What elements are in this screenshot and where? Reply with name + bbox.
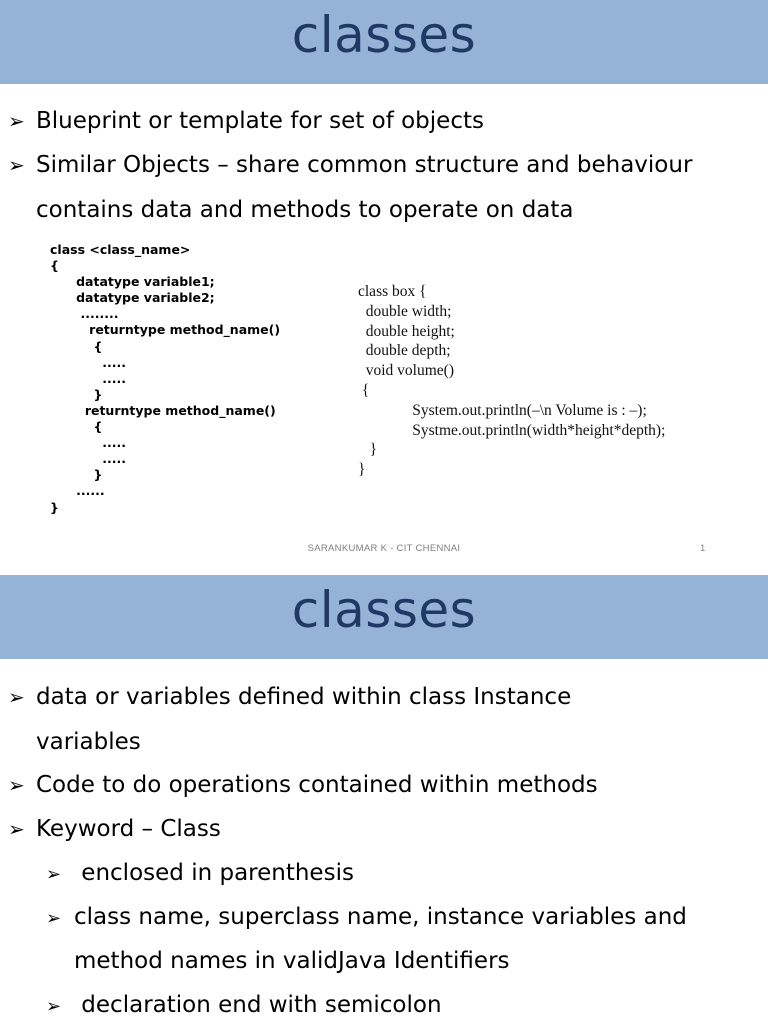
sub-bullet-text: declaration end with semicolon: [74, 992, 442, 1018]
bullet-item: [8, 149, 692, 181]
arrowhead-sub-bullet-icon: ➢: [46, 908, 62, 929]
bullet-item: [8, 681, 571, 713]
arrowhead-bullet-icon: ➢: [8, 817, 25, 841]
footer-author: SARANKUMAR K - CIT CHENNAI: [307, 543, 461, 554]
slide-2: [0, 575, 768, 1024]
bullet-continuation: contains data and methods to operate on data: [36, 197, 574, 223]
arrowhead-bullet-icon: ➢: [8, 109, 25, 133]
code-example-image: [358, 282, 738, 482]
bullet-text: Code to do operations contained within methods: [36, 772, 598, 798]
sub-bullet-item: [46, 989, 442, 1023]
bullet-text: Similar Objects – share common structure and behaviour: [36, 152, 693, 178]
slide-title: classes: [291, 581, 477, 639]
title-bar: [0, 575, 768, 659]
code-syntax-text: class <class_name> { datatype variable1; datatype variable2; ........ returntype method_name() { ..... ..... } returntype method_name() { ..... ..... } ...... }: [50, 242, 281, 515]
bullet-item: [8, 813, 221, 845]
code-syntax-image: [50, 242, 312, 518]
bullet-item: [8, 105, 484, 137]
sub-bullet-item: [46, 857, 354, 891]
arrowhead-bullet-icon: ➢: [8, 773, 25, 797]
bullet-text: data or variables defined within class Instance: [36, 684, 572, 710]
bullet-text: Keyword – Class: [36, 816, 221, 842]
arrowhead-bullet-icon: ➢: [8, 153, 25, 177]
arrowhead-sub-bullet-icon: ➢: [46, 996, 62, 1017]
code-example-text: class box { double width; double height; double depth; void volume() { System.out.println(–\n Volume is : –); Systme.out.println(width*height*depth); } }: [358, 283, 666, 479]
title-bar: [0, 0, 768, 84]
sub-bullet-item: [46, 901, 687, 935]
sub-bullet-text: enclosed in parenthesis: [74, 860, 354, 886]
slide-title: classes: [291, 6, 477, 64]
sub-bullet-continuation: method names in validJava Identifiers: [74, 948, 510, 974]
arrowhead-bullet-icon: ➢: [8, 685, 25, 709]
page-number: 1: [700, 543, 706, 554]
bullet-item: [8, 769, 598, 801]
arrowhead-sub-bullet-icon: ➢: [46, 864, 62, 885]
sub-bullet-text: class name, superclass name, instance variables and: [74, 904, 687, 930]
bullet-text: Blueprint or template for set of objects: [36, 108, 484, 134]
bullet-continuation: variables: [36, 729, 141, 755]
